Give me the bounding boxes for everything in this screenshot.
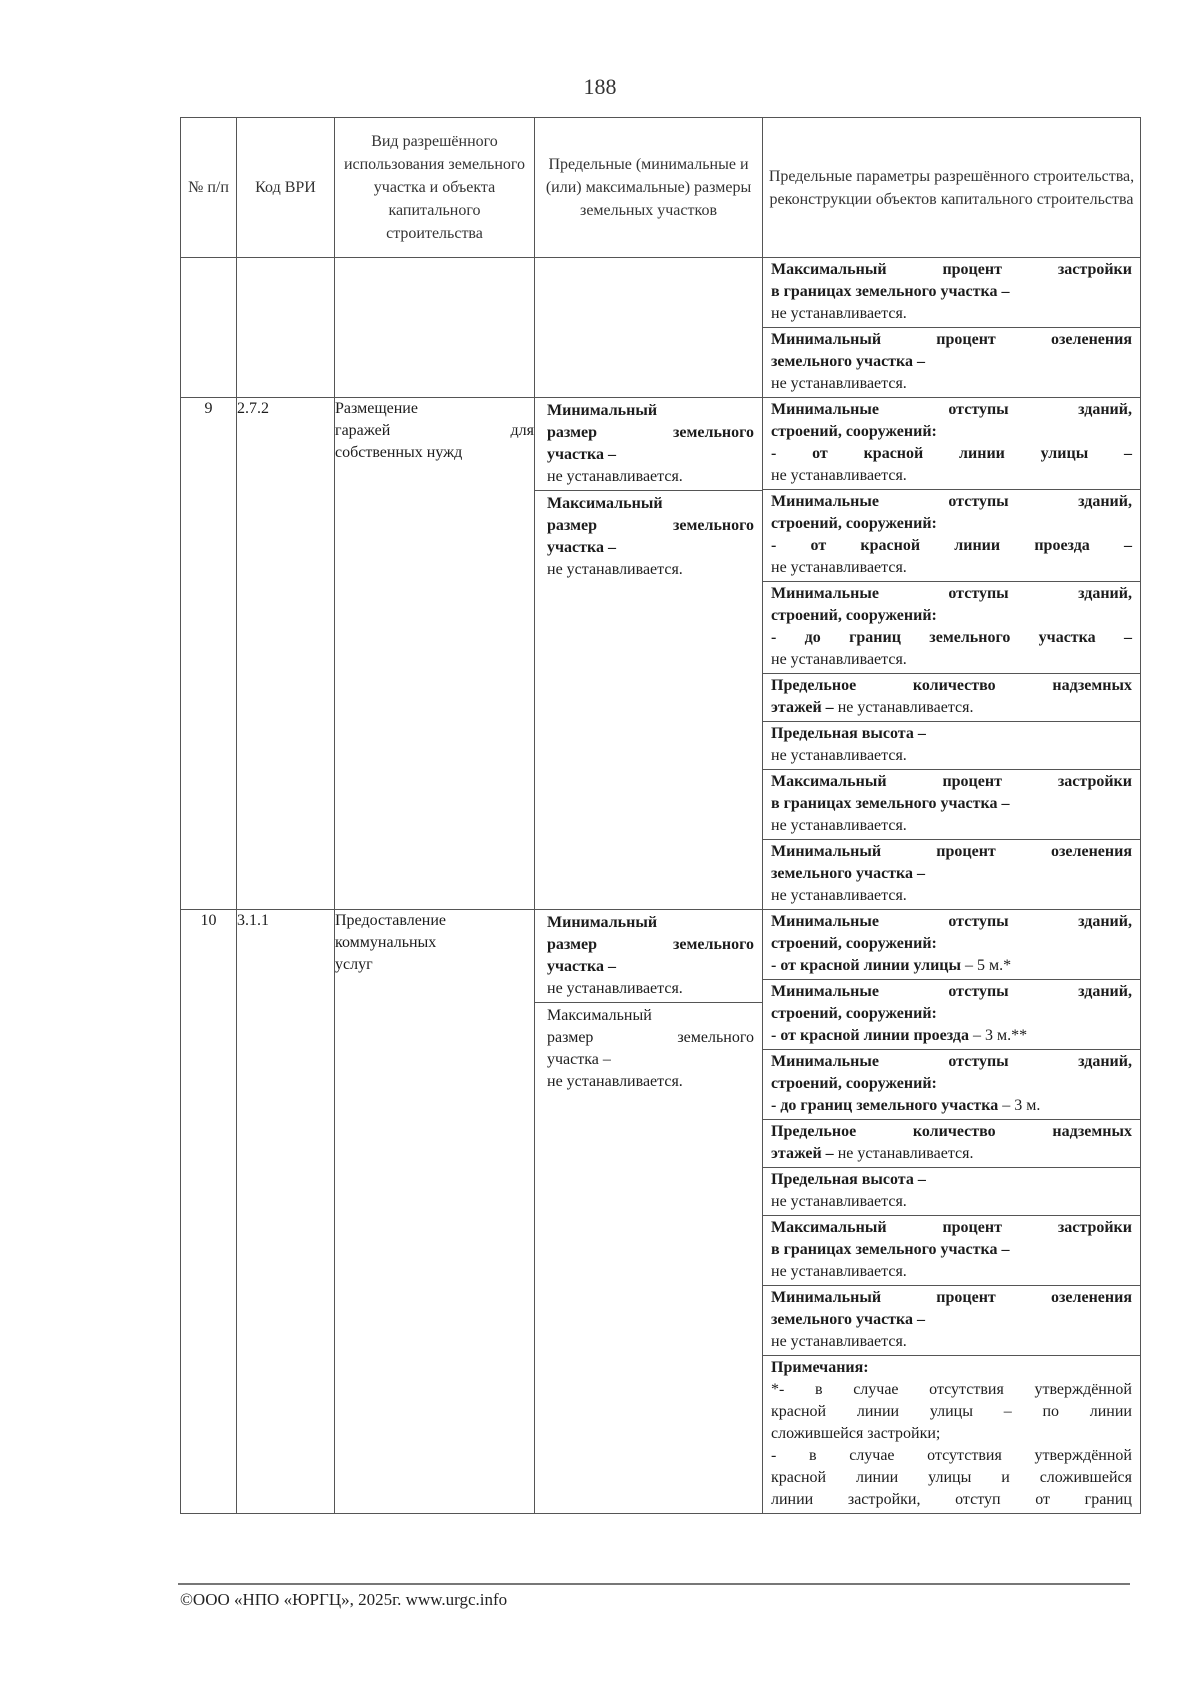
param-block xyxy=(763,979,1140,1049)
cell-empty xyxy=(181,258,237,398)
param-line xyxy=(771,697,1132,719)
param-value: не устанавливается. xyxy=(833,1145,974,1162)
param-line: Минимальные отступы зданий, xyxy=(771,493,1132,510)
param-line: Минимальные отступы зданий, xyxy=(771,401,1132,418)
use-line: услуг xyxy=(335,956,373,973)
header-sizes: Предельные (минимальные и (или) максимальные) размеры земельных участков xyxy=(535,118,763,258)
size-line: размер земельного xyxy=(547,1029,754,1046)
param-block xyxy=(763,398,1140,489)
use-line: коммунальных xyxy=(335,934,437,951)
use-description xyxy=(335,398,535,910)
use-line: гаражей для xyxy=(335,422,534,439)
use-line: собственных нужд xyxy=(335,444,463,461)
param-block xyxy=(763,721,1140,769)
param-value: не устанавливается. xyxy=(833,699,974,716)
min-size-block xyxy=(535,398,762,490)
param-line xyxy=(771,1025,1132,1047)
cell-empty xyxy=(335,258,535,398)
param-line-bold: - от красной линии улицы xyxy=(771,957,961,974)
param-line: земельного участка – xyxy=(771,1311,926,1328)
param-value: не устанавливается. xyxy=(771,651,907,668)
param-block xyxy=(763,1167,1140,1215)
header-num: № п/п xyxy=(181,118,237,258)
note-line: красной линии улицы – по линии xyxy=(771,1403,1132,1420)
param-value: не устанавливается. xyxy=(771,887,907,904)
footer-divider xyxy=(178,1583,1130,1585)
sizes-cell xyxy=(535,910,763,1514)
param-value: – 3 м. xyxy=(998,1097,1041,1114)
param-line: Минимальный процент озеленения xyxy=(771,1289,1132,1306)
size-line: Максимальный xyxy=(547,495,663,512)
size-line: Минимальный xyxy=(547,914,658,931)
param-value: не устанавливается. xyxy=(771,559,907,576)
table-row-continued xyxy=(181,258,1141,398)
size-value: не устанавливается. xyxy=(547,468,683,485)
table-row-10 xyxy=(181,910,1141,1514)
param-line: Предельная высота – xyxy=(771,1171,926,1188)
param-line: Предельная высота – xyxy=(771,725,926,742)
param-block xyxy=(763,673,1140,721)
size-line: Максимальный xyxy=(547,1007,652,1024)
param-block xyxy=(763,1119,1140,1167)
cell-empty xyxy=(535,258,763,398)
size-line: участка – xyxy=(547,1051,611,1068)
size-value: не устанавливается. xyxy=(547,561,683,578)
param-value: не устанавливается. xyxy=(771,1333,907,1350)
max-size-block xyxy=(535,490,762,583)
param-line: земельного участка – xyxy=(771,353,926,370)
note-line: - в случае отсутствия утверждённой xyxy=(771,1447,1132,1464)
table-row-9 xyxy=(181,398,1141,910)
param-block xyxy=(763,1215,1140,1285)
param-block xyxy=(763,258,1140,327)
note-line: сложившейся застройки; xyxy=(771,1425,941,1442)
param-value: не устанавливается. xyxy=(771,817,907,834)
row-number: 10 xyxy=(181,910,237,1514)
vri-code: 2.7.2 xyxy=(237,398,335,910)
param-block xyxy=(763,769,1140,839)
params-cell xyxy=(763,910,1141,1514)
param-line-bold: этажей – xyxy=(771,1145,834,1162)
header-params: Предельные параметры разрешённого строительства, реконструкции объектов капитального строительства xyxy=(763,118,1141,258)
notes-block xyxy=(763,1355,1140,1513)
param-line: - от красной линии улицы – xyxy=(771,445,1132,462)
table-header-row xyxy=(181,118,1141,258)
param-value: не устанавливается. xyxy=(771,305,907,322)
page-number: 188 xyxy=(583,74,617,99)
size-line: участка – xyxy=(547,446,616,463)
header-use: Вид разрешённого использования земельного участка и объекта капитального строительства xyxy=(335,118,535,258)
param-line: Минимальные отступы зданий, xyxy=(771,585,1132,602)
param-line: Минимальный процент озеленения xyxy=(771,843,1132,860)
vri-code: 3.1.1 xyxy=(237,910,335,1514)
use-line: Размещение xyxy=(335,400,418,417)
param-line: строений, сооружений: xyxy=(771,423,937,440)
param-line: Максимальный процент застройки xyxy=(771,261,1132,278)
param-line: Минимальные отступы зданий, xyxy=(771,983,1132,1000)
param-value: не устанавливается. xyxy=(771,747,907,764)
note-line: *- в случае отсутствия утверждённой xyxy=(771,1381,1132,1398)
param-line: Максимальный процент застройки xyxy=(771,773,1132,790)
param-value: – 5 м.* xyxy=(961,957,1012,974)
param-line-bold: - до границ земельного участка xyxy=(771,1097,999,1114)
param-line: земельного участка – xyxy=(771,865,926,882)
size-line: участка – xyxy=(547,958,616,975)
size-value: не устанавливается. xyxy=(547,1073,683,1090)
param-block xyxy=(763,1049,1140,1119)
size-line: Минимальный xyxy=(547,402,658,419)
size-line: размер земельного xyxy=(547,517,754,534)
params-cell xyxy=(763,258,1141,398)
size-line: участка – xyxy=(547,539,616,556)
param-line: в границах земельного участка – xyxy=(771,283,1010,300)
param-block xyxy=(763,581,1140,673)
note-line: линии застройки, отступ от границ xyxy=(771,1491,1132,1508)
param-line: Минимальный процент озеленения xyxy=(771,331,1132,348)
param-line: строений, сооружений: xyxy=(771,935,937,952)
param-line: в границах земельного участка – xyxy=(771,1241,1010,1258)
params-cell xyxy=(763,398,1141,910)
param-value: – 3 м.** xyxy=(968,1027,1028,1044)
param-value: не устанавливается. xyxy=(771,467,907,484)
param-line: строений, сооружений: xyxy=(771,607,937,624)
row-number: 9 xyxy=(181,398,237,910)
param-line: в границах земельного участка – xyxy=(771,795,1010,812)
size-line: размер земельного xyxy=(547,936,754,953)
param-line: - от красной линии проезда – xyxy=(771,537,1132,554)
param-line xyxy=(771,955,1132,977)
param-block xyxy=(763,327,1140,397)
size-line: размер земельного xyxy=(547,424,754,441)
param-line-bold: этажей – xyxy=(771,699,834,716)
min-size-block xyxy=(535,910,762,1002)
param-value: не устанавливается. xyxy=(771,375,907,392)
param-block xyxy=(763,1285,1140,1355)
param-block xyxy=(763,910,1140,979)
param-block xyxy=(763,489,1140,581)
param-line xyxy=(771,1143,1132,1165)
param-line: Максимальный процент застройки xyxy=(771,1219,1132,1236)
param-line: строений, сооружений: xyxy=(771,1005,937,1022)
notes-title: Примечания: xyxy=(771,1359,869,1376)
param-line xyxy=(771,1095,1132,1117)
param-line: Минимальные отступы зданий, xyxy=(771,1053,1132,1070)
param-value: не устанавливается. xyxy=(771,1263,907,1280)
size-value: не устанавливается. xyxy=(547,980,683,997)
param-value: не устанавливается. xyxy=(771,1193,907,1210)
cell-empty xyxy=(237,258,335,398)
use-line: Предоставление xyxy=(335,912,447,929)
sizes-cell xyxy=(535,398,763,910)
param-line: Минимальные отступы зданий, xyxy=(771,913,1132,930)
param-line: строений, сооружений: xyxy=(771,515,937,532)
note-line: красной линии улицы и сложившейся xyxy=(771,1469,1132,1486)
param-line: строений, сооружений: xyxy=(771,1075,937,1092)
footer-copyright: ©ООО «НПО «ЮРГЦ», 2025г. www.urgc.info xyxy=(180,1590,508,1609)
param-block xyxy=(763,839,1140,909)
regulations-table xyxy=(180,117,1141,1514)
max-size-block xyxy=(535,1002,762,1095)
header-code: Код ВРИ xyxy=(237,118,335,258)
param-line: - до границ земельного участка – xyxy=(771,629,1132,646)
param-line-bold: - от красной линии проезда xyxy=(771,1027,969,1044)
param-line: Предельное количество надземных xyxy=(771,677,1132,694)
param-line: Предельное количество надземных xyxy=(771,1123,1132,1140)
use-description xyxy=(335,910,535,1514)
